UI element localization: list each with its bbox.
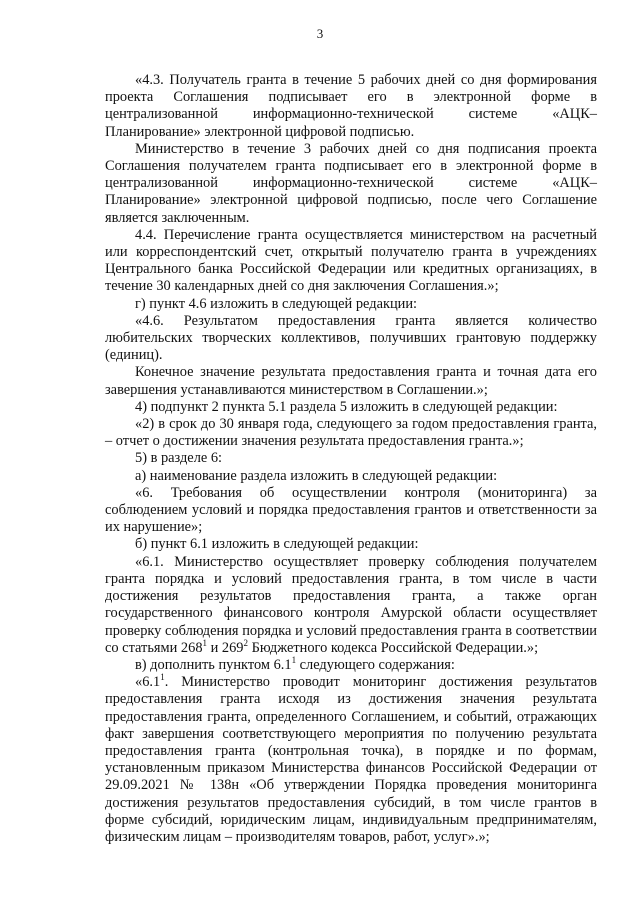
paragraph-ministry-signing: Министерство в течение 3 рабочих дней со дня подписания проекта Соглашения получателем гранта подписывает его в электронной форме в централизованной информационно-технической системе «АЦК–Планирование» электронной цифровой подписью, после чего Соглашение является заключенным.: [105, 140, 597, 226]
document-body: [105, 72, 597, 846]
paragraph-4-4: 4.4. Перечисление гранта осуществляется министерством на расчетный или корреспондентский счет, открытый получателю гранта в учреждениях Центрального банка Российской Федерации или кредитных организациях, в течение 30 календарных дней со дня заключения Соглашения.»;: [105, 226, 597, 295]
paragraph-6-1-1: [105, 674, 597, 846]
paragraph-6-1-text-middle: и 269: [207, 639, 244, 656]
paragraph-item-4: 4) подпункт 2 пункта 5.1 раздела 5 изложить в следующей редакции:: [135, 398, 558, 415]
superscript-2: 2: [243, 637, 248, 648]
paragraph-item-v-text-before: в) дополнить пунктом 6.1: [135, 656, 292, 673]
paragraph-section-6: «6. Требования об осуществлении контроля (мониторинга) за соблюдением условий и порядка предоставления грантов и ответственности за их нарушение»;: [105, 484, 597, 536]
paragraph-item-a: а) наименование раздела изложить в следующей редакции:: [135, 467, 498, 484]
paragraph-6-1-1-text: . Министерство проводит мониторинг достижения результатов предоставления гранта исходя из достижения значения результата предоставления гранта, определенного Соглашением, и событий, отражающих факт завершения соответствующего мероприятия по получению результата предоставления гранта (контрольная точка), в порядке и по формам, установленным приказом Министерства финансов Российской Федерации от 29.09.2021 № 138н «Об утверждении Порядка проведения мониторинга достижения результатов предоставления субсидий, в том числе грантов в форме субсидий, юридическим лицам, индивидуальным предпринимателям, физическим лицам – производителям товаров, работ, услуг».»;: [105, 674, 597, 845]
paragraph-6-1-1-number: «6.1: [135, 674, 161, 691]
paragraph-6-1-text-after: Бюджетного кодекса Российской Федерации.»;: [248, 639, 539, 656]
paragraph-subitem-2: «2) в срок до 30 января года, следующего за годом предоставления гранта, – отчет о достижении значения результата предоставления гранта.»;: [105, 416, 597, 450]
page-number: 3: [316, 26, 324, 41]
paragraph-4-3: «4.3. Получатель гранта в течение 5 рабочих дней со дня формирования проекта Соглашения подписывает его в электронной форме в централизованной информационно-технической системе «АЦК–Планирование» электронной цифровой подписью.: [105, 72, 597, 140]
superscript-1: 1: [160, 672, 165, 683]
superscript-1: 1: [202, 637, 208, 648]
paragraph-6-1-text-before: «6.1. Министерство осуществляет проверку соблюдения получателем гранта порядка и условий предоставления гранта, в том числе в части достижения результатов предоставления гранта, а также орган государственного финансового контроля Амурской области осуществляет проверку соблюдения порядка и условий предоставления гранта в соответствии со статьями 268: [105, 553, 597, 656]
paragraph-item-g: г) пункт 4.6 изложить в следующей редакции:: [135, 295, 418, 312]
superscript-1: 1: [291, 654, 297, 665]
paragraph-item-v-text-after: следующего содержания:: [296, 656, 455, 673]
paragraph-final-value: Конечное значение результата предоставления гранта и точная дата его завершения устанавливаются министерством в Соглашении.»;: [105, 364, 597, 398]
paragraph-4-6: «4.6. Результатом предоставления гранта является количество любительских творческих коллективов, получивших грантовую поддержку (единиц).: [105, 312, 597, 364]
paragraph-item-v: [105, 654, 597, 674]
paragraph-6-1: [105, 554, 597, 657]
paragraph-item-b: б) пункт 6.1 изложить в следующей редакции:: [135, 536, 419, 553]
paragraph-item-5: 5) в разделе 6:: [135, 450, 223, 467]
